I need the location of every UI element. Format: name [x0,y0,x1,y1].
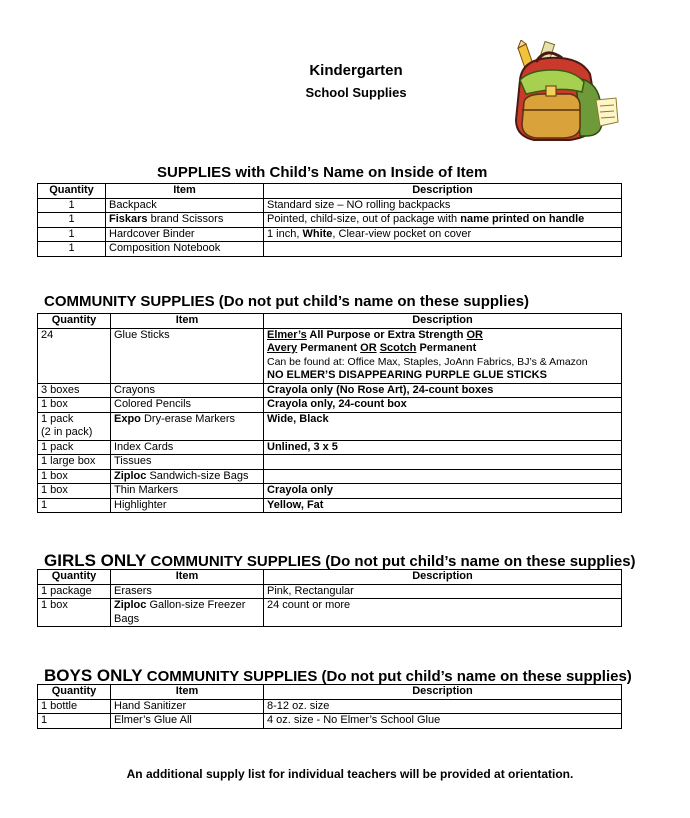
page-subtitle: School Supplies [305,85,407,100]
desc-bold: White [302,227,333,240]
girls-only-label: GIRLS ONLY [44,551,147,570]
qty-cell: 3 boxes [38,383,111,398]
column-header-quantity: Quantity [38,570,111,585]
qty-cell: 1 [38,498,111,513]
qty-cell: 24 [38,328,111,383]
table-header-row [38,314,622,329]
table-header-row [38,184,622,199]
table-row [38,398,622,413]
qty-cell: 1 bottle [38,699,111,714]
item-cell: Composition Notebook [106,242,264,257]
item-cell: Index Cards [111,440,264,455]
table-row [38,227,622,242]
desc-line [267,329,618,343]
item-text: Bags [114,612,140,625]
qty-cell: 1 box [38,469,111,484]
page-title: Kindergarten [309,62,403,79]
section3-heading-text: COMMUNITY SUPPLIES (Do not put child’s name on these supplies) [146,553,636,570]
item-cell: Glue Sticks [111,328,264,383]
column-header-quantity: Quantity [38,685,111,700]
desc-text: Permanent [416,342,477,354]
desc-cell: Pink, Rectangular [264,584,622,599]
desc-cell: Yellow, Fat [264,498,622,513]
brand-name: Avery [267,342,298,354]
desc-line: NO ELMER’S DISAPPEARING PURPLE GLUE STICKS [267,369,547,381]
desc-cell: Standard size – NO rolling backpacks [264,198,622,213]
desc-text: Permanent [297,342,361,354]
column-header-quantity: Quantity [38,184,106,199]
item-cell [106,213,264,228]
item-cell: Backpack [106,198,264,213]
desc-cell: Wide, Black [264,412,622,440]
brand-name: Fiskars [109,213,148,225]
supplies-name-table [37,183,622,257]
community-supplies-table [37,313,622,513]
desc-text: Pointed, child-size, out of package with [267,213,461,225]
table-row [38,440,622,455]
table-row [38,714,622,729]
table-row [38,484,622,499]
item-text: Sandwich-size Bags [146,469,249,482]
table-row [38,328,622,383]
desc-cell [264,328,622,383]
qty-cell [38,412,111,440]
desc-text: OR [360,342,377,354]
desc-cell: 24 count or more [264,599,622,627]
column-header-description: Description [264,685,622,700]
table-row [38,455,622,470]
item-cell: Tissues [111,455,264,470]
table-row [38,412,622,440]
table-row [38,699,622,714]
qty-cell: 1 [38,714,111,729]
item-text: brand Scissors [147,213,224,225]
item-cell: Thin Markers [111,484,264,499]
desc-text: All Purpose or Extra Strength [306,328,467,341]
column-header-description: Description [264,570,622,585]
qty-cell: 1 box [38,398,111,413]
table-row [38,198,622,213]
brand-name: Expo [114,412,141,425]
qty-cell: 1 [38,242,106,257]
desc-cell [264,242,622,257]
desc-cell: Crayola only, 24-count box [264,398,622,413]
desc-cell: 8-12 oz. size [264,699,622,714]
section2-heading: COMMUNITY SUPPLIES (Do not put child’s name on these supplies) [44,293,530,310]
table-header-row [38,570,622,585]
desc-text: OR [466,328,483,341]
brand-name: Scotch [379,342,417,354]
desc-cell: Crayola only (No Rose Art), 24-count boxes [264,383,622,398]
column-header-item: Item [111,685,264,700]
desc-bold: name printed on handle [460,213,585,225]
backpack-icon [500,40,620,144]
qty-cell: 1 [38,198,106,213]
desc-cell [264,469,622,484]
item-cell: Hardcover Binder [106,227,264,242]
desc-cell: Crayola only [264,484,622,499]
item-cell [111,469,264,484]
column-header-description: Description [264,314,622,329]
item-cell: Highlighter [111,498,264,513]
item-cell: Erasers [111,584,264,599]
brand-name: Elmer’s [267,328,307,341]
section1-heading: SUPPLIES with Child’s Name on Inside of Item [157,164,488,181]
table-row [38,469,622,484]
qty-cell: 1 [38,213,106,228]
boys-only-label: BOYS ONLY [44,666,143,685]
desc-cell [264,455,622,470]
desc-cell [264,213,622,228]
section3-heading [44,551,636,571]
table-header-row [38,685,622,700]
desc-cell: Unlined, 3 x 5 [264,440,622,455]
item-cell: Elmer’s Glue All [111,714,264,729]
qty-text: (2 in pack) [41,426,93,438]
item-cell: Crayons [111,383,264,398]
item-text: Dry-erase Markers [140,412,236,425]
section4-heading [44,666,632,686]
qty-cell: 1 large box [38,455,111,470]
column-header-description: Description [264,184,622,199]
desc-text: , Clear-view pocket on cover [332,227,472,240]
desc-text: 1 inch, [267,227,303,240]
column-header-quantity: Quantity [38,314,111,329]
qty-cell: 1 pack [38,440,111,455]
section4-heading-text: COMMUNITY SUPPLIES (Do not put child’s name on these supplies) [142,668,632,685]
item-cell: Colored Pencils [111,398,264,413]
table-row [38,599,622,627]
desc-line: Can be found at: Office Max, Staples, JoAnn Fabrics, BJ’s & Amazon [267,355,588,368]
item-text: Gallon-size Freezer [146,599,246,611]
table-row [38,584,622,599]
column-header-item: Item [111,314,264,329]
qty-cell: 1 box [38,599,111,627]
column-header-item: Item [111,570,264,585]
table-row [38,213,622,228]
item-cell [111,599,264,627]
table-row [38,498,622,513]
table-row [38,242,622,257]
table-row [38,383,622,398]
qty-cell: 1 package [38,584,111,599]
footer-note: An additional supply list for individual teachers will be provided at orientation. [126,767,574,781]
item-cell [111,412,264,440]
brand-name: Ziploc [114,599,147,611]
boys-supplies-table [37,684,622,729]
brand-name: Ziploc [114,469,147,482]
desc-cell: 4 oz. size - No Elmer’s School Glue [264,714,622,729]
qty-cell: 1 box [38,484,111,499]
column-header-item: Item [106,184,264,199]
girls-supplies-table [37,569,622,627]
desc-line [267,342,618,356]
qty-text: 1 pack [41,412,74,425]
qty-cell: 1 [38,227,106,242]
item-cell: Hand Sanitizer [111,699,264,714]
desc-cell [264,227,622,242]
